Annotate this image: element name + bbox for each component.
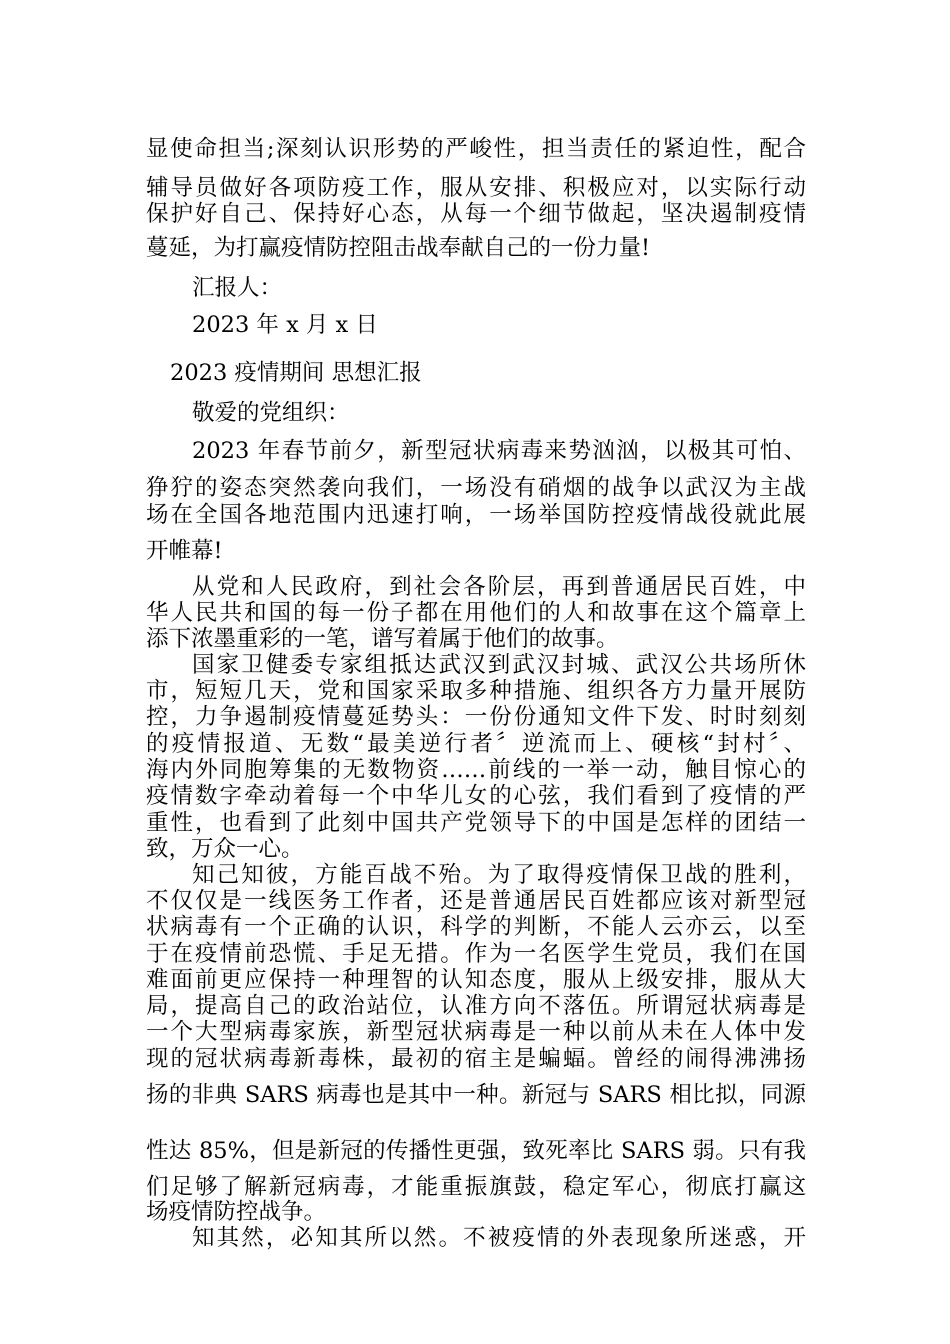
text-line: 难面前更应保持一种理智的认知态度，服从上级安排，服从大 [146, 967, 806, 993]
text-line: 知己知彼，方能百战不殆。为了取得疫情保卫战的胜利， [192, 862, 806, 888]
text-line: 的疫情报道、无数“最美逆行者〞逆流而上、硬核“封村〞、 [146, 731, 806, 757]
text-line: 控，力争遏制疫情蔓延势头：一份份通知文件下发、时时刻刻 [146, 704, 806, 730]
salutation: 敬爱的党组织： [192, 400, 350, 426]
text-line: 开帷幕! [146, 538, 223, 564]
text-line: 不仅仅是一线医务工作者，还是普通居民百姓都应该对新型冠 [146, 888, 806, 914]
text-line: 2023 年春节前夕，新型冠状病毒来势汹汹，以极其可怕、 [192, 438, 806, 464]
text-line: 辅导员做好各项防疫工作，服从安排、积极应对，以实际行动 [146, 175, 806, 201]
text-line: 添下浓墨重彩的一笔，谱写着属于他们的故事。 [146, 626, 619, 652]
text-line: 显使命担当;深刻认识形势的严峻性，担当责任的紧迫性，配合 [146, 136, 806, 162]
text-line: 现的冠状病毒新毒株，最初的宿主是蝙蝠。曾经的闹得沸沸扬 [146, 1046, 806, 1072]
text-line: 疫情数字牵动着每一个中华儿女的心弦，我们看到了疫情的严 [146, 783, 806, 809]
text-line: 一个大型病毒家族，新型冠状病毒是一种以前从未在人体中发 [146, 1019, 806, 1045]
text-line: 华人民共和国的每一份子都在用他们的人和故事在这个篇章上 [146, 600, 806, 626]
text-line: 蔓延，为打赢疫情防控阻击战奉献自己的一份力量! [146, 235, 651, 261]
text-line: 致，万众一心。 [146, 836, 304, 862]
text-line: 扬的非典 SARS 病毒也是其中一种。新冠与 SARS 相比拟，同源 [146, 1082, 806, 1108]
text-line: 国家卫健委专家组抵达武汉到武汉封城、武汉公共场所休 [192, 652, 806, 678]
report-date: 2023 年 x 月 x 日 [192, 312, 378, 338]
text-line: 市，短短几天，党和国家采取多种措施、组织各方力量开展防 [146, 678, 806, 704]
text-line: 状病毒有一个正确的认识，科学的判断，不能人云亦云，以至 [146, 914, 806, 940]
text-line: 于在疫情前恐慌、手足无措。作为一名医学生党员，我们在国 [146, 941, 806, 967]
reporter-label: 汇报人： [192, 275, 283, 301]
text-line: 海内外同胞筹集的无数物资……前线的一举一动，触目惊心的 [146, 757, 806, 783]
text-line: 知其然，必知其所以然。不被疫情的外表现象所迷惑，开 [192, 1225, 806, 1251]
text-line: 性达 85%，但是新冠的传播性更强，致死率比 SARS 弱。只有我 [146, 1138, 806, 1164]
text-line: 们足够了解新冠病毒，才能重振旗鼓，稳定军心，彻底打赢这 [146, 1174, 806, 1200]
text-line: 从党和人民政府，到社会各阶层，再到普通居民百姓，中 [192, 574, 806, 600]
document-title: 2023 疫情期间 思想汇报 [170, 360, 422, 386]
text-line: 局，提高自己的政治站位，认准方向不落伍。所谓冠状病毒是 [146, 993, 806, 1019]
text-line: 狰狞的姿态突然袭向我们，一场没有硝烟的战争以武汉为主战 [146, 475, 806, 501]
text-line: 场在全国各地范围内迅速打响，一场举国防控疫情战役就此展 [146, 502, 806, 528]
text-line: 重性，也看到了此刻中国共产党领导下的中国是怎样的团结一 [146, 810, 806, 836]
text-line: 保护好自己、保持好心态，从每一个细节做起，坚决遏制疫情 [146, 201, 806, 227]
text-line: 场疫情防控战争。 [146, 1199, 327, 1225]
